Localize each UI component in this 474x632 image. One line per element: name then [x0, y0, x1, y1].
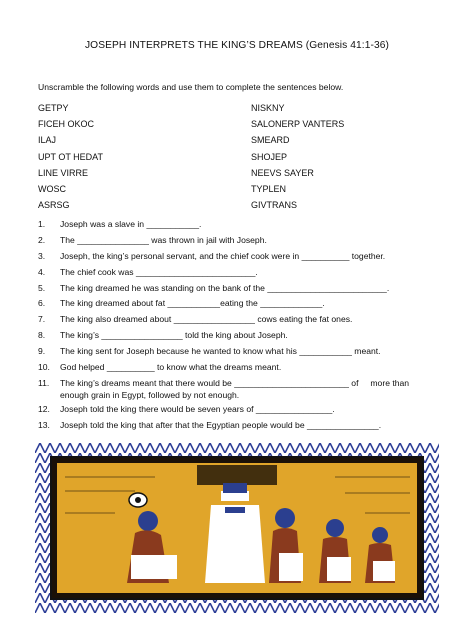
question-text: The king dreamed about fat ___________eating the _____________. [60, 298, 325, 309]
question-item [38, 297, 438, 313]
eye-of-horus-icon [129, 493, 147, 507]
question-list [38, 218, 438, 435]
scrambled-word: GIVTRANS [251, 200, 298, 211]
scrambled-word: NEEVS SAYER [251, 167, 314, 178]
scrambled-word: UPT OT HEDAT [38, 151, 104, 162]
question-number: 7. [38, 314, 46, 325]
question-number: 1. [38, 219, 46, 229]
question-text: The king also dreamed about _________________ cows eating the fat ones. [60, 314, 353, 325]
question-number: 5. [38, 282, 46, 293]
question-text: Joseph told the king that after that the Egyptian people would be _______________. [60, 419, 382, 430]
question-item [38, 266, 438, 282]
worksheet-title: JOSEPH INTERPRETS THE KING’S DREAMS (Genesis 41:1-36) [84, 40, 390, 51]
question-item [38, 419, 438, 435]
scrambled-word: FICEH OKOC [38, 119, 95, 130]
question-number: 10. [38, 362, 50, 373]
question-text: Joseph told the king there would be seven years of ________________. [60, 403, 335, 414]
question-number: 4. [38, 266, 46, 277]
question-item [38, 313, 438, 329]
question-text: God helped __________ to know what the dreams meant. [60, 362, 282, 373]
question-item [38, 361, 438, 377]
question-number: 3. [38, 250, 46, 261]
question-text: The _______________ was thrown in jail with Joseph. [60, 234, 267, 245]
question-text: Joseph was a slave in ___________. [60, 219, 202, 229]
scrambled-word: ILAJ [38, 135, 57, 146]
scrambled-word: NISKNY [251, 103, 285, 113]
scrambled-word: GETPY [38, 103, 69, 113]
question-number: 11. [38, 377, 50, 388]
question-text: Joseph, the king’s personal servant, and the chief cook were in __________ together. [60, 250, 386, 261]
question-text: The chief cook was _________________________. [60, 266, 258, 277]
scrambled-word: TYPLEN [251, 183, 287, 194]
question-item [38, 234, 438, 250]
question-number: 2. [38, 234, 46, 245]
question-text: The king sent for Joseph because he wanted to know what his ___________ meant. [60, 346, 381, 357]
instructions: Unscramble the following words and use them to complete the sentences below. [38, 82, 344, 92]
scrambled-word: ASRSG [38, 200, 70, 211]
scrambled-word: SHOJEP [251, 151, 288, 162]
question-item [38, 218, 438, 234]
question-item [38, 250, 438, 266]
question-item [38, 282, 438, 298]
scrambled-word: LINE VIRRE [38, 167, 89, 178]
question-item [38, 377, 438, 403]
question-item [38, 403, 438, 419]
scrambled-word: SALONERP VANTERS [251, 119, 345, 130]
question-number: 13. [38, 419, 50, 430]
question-number: 12. [38, 403, 50, 414]
scrambled-word: SMEARD [251, 135, 290, 146]
question-text: The king’s _________________ told the king about Joseph. [60, 330, 288, 341]
question-text: The king’s dreams meant that there would be ________________________ of more than enough grain in Egypt, followed by not enough. [60, 377, 412, 400]
question-item [38, 329, 438, 345]
egyptian-mural-illustration [35, 443, 439, 613]
question-text: The king dreamed he was standing on the bank of the _________________________. [60, 282, 390, 293]
scrambled-words-right [251, 102, 344, 215]
question-number: 9. [38, 346, 46, 357]
question-number: 8. [38, 330, 46, 341]
question-number: 6. [38, 298, 46, 309]
question-item [38, 345, 438, 361]
scrambled-words-left [38, 102, 103, 215]
scrambled-word: WOSC [38, 183, 66, 194]
